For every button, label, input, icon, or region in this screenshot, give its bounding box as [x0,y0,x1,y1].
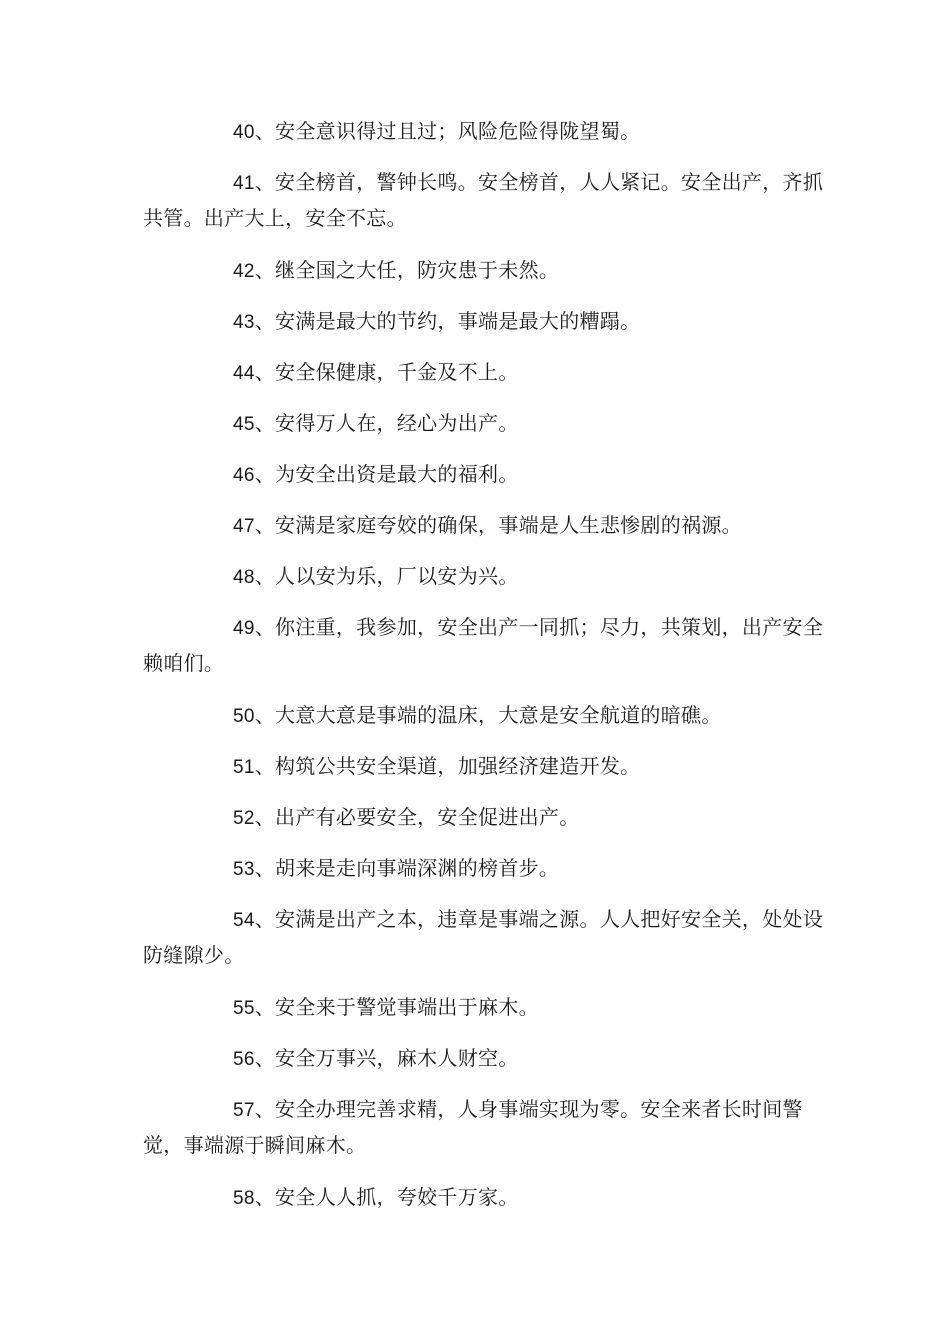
list-item [143,357,828,389]
item-number: 48 [233,567,255,588]
item-text: 、人以安为乐，厂以安为兴。 [254,564,519,588]
item-number: 53 [233,859,255,880]
item-number: 44 [233,363,255,384]
list-item [143,1092,828,1163]
list-item [143,1043,828,1075]
list-item [143,165,828,236]
item-number: 51 [233,757,255,778]
item-number: 49 [233,618,255,639]
item-number: 52 [233,808,255,829]
item-text: 、安全来于警觉事端出于麻木。 [254,995,539,1019]
item-text: 、安全办理完善求精，人身事端实现为零。安全来者长时间警觉，事端源于瞬间麻木。 [143,1097,803,1157]
item-text: 、安得万人在，经心为出产。 [254,411,519,435]
item-text: 、安全人人抓，夸姣千万家。 [254,1185,519,1209]
item-text: 、大意大意是事端的温床，大意是安全航道的暗礁。 [254,703,722,727]
list-item [143,700,828,732]
item-number: 40 [233,122,255,143]
item-number: 56 [233,1049,255,1070]
item-text: 、安全意识得过且过；风险危险得陇望蜀。 [254,119,641,143]
list-item [143,902,828,973]
item-text: 、继全国之大任，防灾患于未然。 [254,258,560,282]
list-item [143,306,828,338]
list-item [143,459,828,491]
list-item [143,408,828,440]
item-text: 、构筑公共安全渠道，加强经济建造开发。 [254,754,641,778]
item-number: 42 [233,261,255,282]
item-text: 、安全万事兴，麻木人财空。 [254,1046,519,1070]
item-number: 58 [233,1188,255,1209]
item-text: 、出产有必要安全，安全促进出产。 [254,805,580,829]
item-text: 、安全保健康，千金及不上。 [254,360,519,384]
item-text: 、胡来是走向事端深渊的榜首步。 [254,856,560,880]
list-item [143,853,828,885]
item-text: 、安满是出产之本，违章是事端之源。人人把好安全关，处处设防缝隙少。 [143,907,824,967]
list-item [143,992,828,1024]
list-item [143,510,828,542]
item-number: 54 [233,910,255,931]
item-text: 、安满是家庭夸姣的确保，事端是人生悲惨剧的祸源。 [254,513,742,537]
item-text: 、你注重，我参加，安全出产一同抓；尽力，共策划，出产安全赖咱们。 [143,615,824,675]
item-text: 、安全榜首，警钟长鸣。安全榜首，人人紧记。安全出产，齐抓共管。出产大上，安全不忘。 [143,170,824,230]
item-number: 45 [233,414,255,435]
item-text: 、为安全出资是最大的福利。 [254,462,519,486]
item-number: 46 [233,465,255,486]
list-item [143,802,828,834]
list-item [143,255,828,287]
item-text: 、安满是最大的节约，事端是最大的糟蹋。 [254,309,641,333]
item-number: 43 [233,312,255,333]
item-number: 55 [233,998,255,1019]
item-number: 50 [233,706,255,727]
item-number: 47 [233,516,255,537]
list-item [143,116,828,148]
list-item [143,561,828,593]
item-number: 41 [233,173,255,194]
list-item [143,751,828,783]
list-item [143,1182,828,1214]
list-item [143,610,828,681]
item-number: 57 [233,1100,255,1121]
